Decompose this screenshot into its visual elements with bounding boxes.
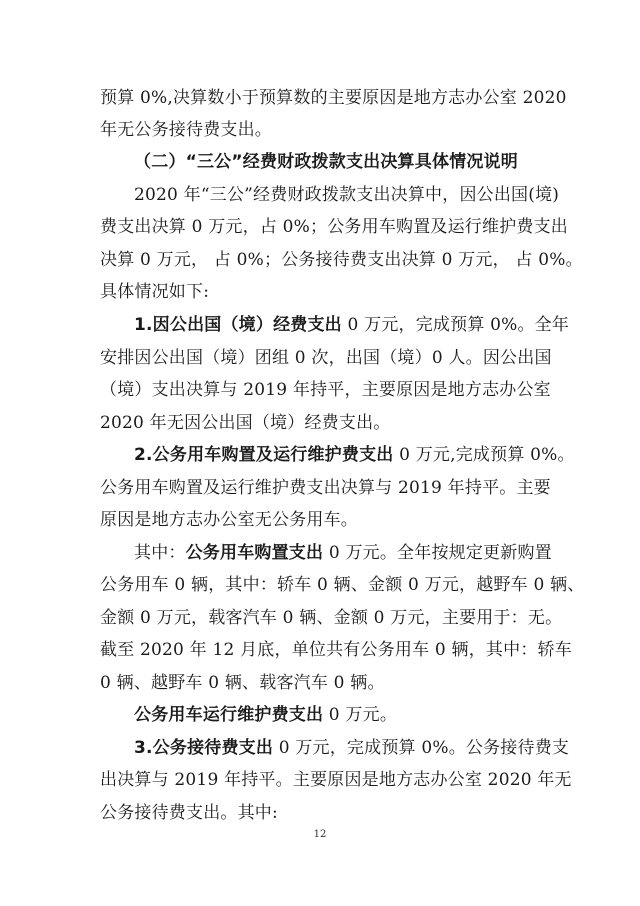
paragraph-line: 2020 年无因公出国（境）经费支出。: [100, 413, 391, 433]
paragraph-line: 2020 年“三公”经费财政拨款支出决算中，因公出国(境): [134, 185, 560, 205]
paragraph-line: 安排因公出国（境）团组 0 次，出国（境）0 人。因公出国: [100, 348, 552, 368]
subsection-title: 2.公务用车购置及运行维护费支出: [134, 445, 394, 465]
paragraph-line: 金额 0 万元，载客汽车 0 辆、金额 0 万元，主要用于：无。: [100, 608, 563, 628]
paragraph-line: 公务用车购置及运行维护费支出决算与 2019 年持平。主要: [100, 478, 551, 498]
paragraph-line: 公务用车 0 辆，其中：轿车 0 辆、金额 0 万元，越野车 0 辆、: [100, 575, 585, 595]
paragraph-line: （境）支出决算与 2019 年持平，主要原因是地方志办公室: [100, 380, 551, 400]
subsection-text: 0 万元，完成预算 0%。公务接待费支: [273, 738, 570, 758]
paragraph-line: 具体情况如下:: [100, 282, 210, 302]
subsection-text: 0 万元，完成预算 0%。全年: [341, 315, 570, 335]
paragraph-line: 费支出决算 0 万元，占 0%；公务用车购置及运行维护费支出: [100, 217, 568, 237]
subsection-title: 3.公务接待费支出: [134, 738, 274, 758]
subsection-title: 公务用车运行维护费支出: [134, 705, 324, 725]
subsection-text: 0 万元。全年按规定更新购置: [323, 543, 552, 563]
paragraph-line: 0 辆、越野车 0 辆、载客汽车 0 辆。: [100, 673, 385, 693]
subsection-line: [134, 542, 552, 564]
paragraph-line: 预算 0%,决算数小于预算数的主要原因是地方志办公室 2020: [100, 88, 567, 108]
paragraph-line: 截至 2020 年 12 月底，单位共有公务用车 0 辆，其中：轿车: [100, 640, 572, 660]
subsection-line: [134, 737, 570, 759]
paragraph-line: 公务接待费支出。其中:: [100, 803, 278, 823]
subsection-line: [134, 444, 575, 466]
paragraph-line: 原因是地方志办公室无公务用车。: [100, 510, 358, 530]
subsection-line: [134, 704, 540, 726]
page-number: 12: [313, 829, 327, 840]
subsection-title: 1.因公出国（境）经费支出: [134, 315, 342, 335]
paragraph-line: 出决算与 2019 年持平。主要原因是地方志办公室 2020 年无: [100, 770, 572, 790]
subsection-text: 0 万元,完成预算 0%。: [393, 445, 575, 465]
paragraph-line: 决算 0 万元， 占 0%；公务接待费支出决算 0 万元， 占 0%。: [100, 250, 583, 270]
subsection-line: [134, 314, 570, 336]
subsection-title: 公务用车购置支出: [185, 543, 324, 563]
subsection-text: 0 万元。: [323, 705, 398, 725]
subsection-prefix: 其中：: [134, 543, 186, 563]
section-heading: （二）“三公”经费财政拨款支出决算具体情况说明: [134, 152, 518, 172]
paragraph-line: 年无公务接待费支出。: [100, 120, 272, 140]
